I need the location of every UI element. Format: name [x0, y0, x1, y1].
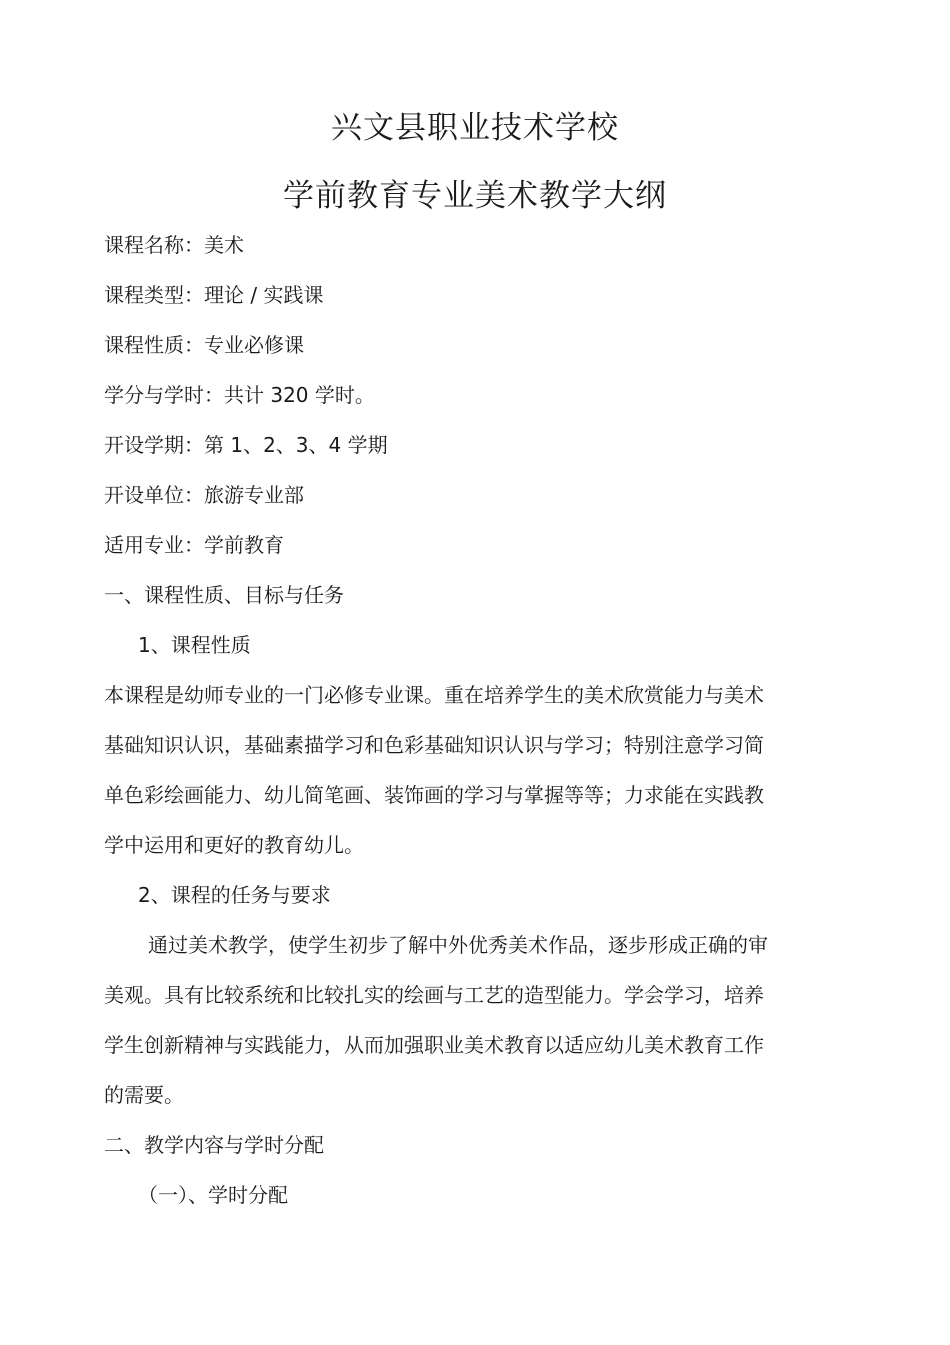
paragraph-line: 美观。具有比较系统和比较扎实的绘画与工艺的造型能力。学会学习，培养: [104, 983, 764, 1007]
section1-heading: 一、课程性质、目标与任务: [104, 583, 344, 607]
field-course-name: 课程名称：美术: [104, 233, 244, 257]
section2-heading: 二、教学内容与学时分配: [104, 1133, 324, 1157]
paragraph-line: 基础知识认识，基础素描学习和色彩基础知识认识与学习；特别注意学习简: [104, 733, 764, 757]
field-semesters: 开设学期：第 1、2、3、4 学期: [104, 433, 388, 457]
paragraph-line: 单色彩绘画能力、幼儿简笔画、装饰画的学习与掌握等等；力求能在实践教: [104, 783, 764, 807]
field-course-nature: 课程性质：专业必修课: [104, 333, 304, 357]
syllabus-title: 学前教育专业美术教学大纲: [283, 178, 667, 214]
field-credit-hours: 学分与学时：共计 320 学时。: [104, 383, 375, 407]
paragraph-line: 通过美术教学，使学生初步了解中外优秀美术作品，逐步形成正确的审: [148, 933, 768, 957]
section1-sub1-heading: 1、课程性质: [138, 633, 251, 657]
school-title: 兴文县职业技术学校: [331, 110, 619, 146]
paragraph-line: 学生创新精神与实践能力，从而加强职业美术教育以适应幼儿美术教育工作: [104, 1033, 764, 1057]
field-department: 开设单位：旅游专业部: [104, 483, 304, 507]
paragraph-line: 学中运用和更好的教育幼儿。: [104, 833, 364, 857]
section1-sub2-heading: 2、课程的任务与要求: [138, 883, 331, 907]
section2-sub1-heading: （一）、学时分配: [138, 1183, 288, 1207]
field-course-type: 课程类型：理论 / 实践课: [104, 283, 324, 307]
field-major: 适用专业：学前教育: [104, 533, 284, 557]
paragraph-line: 的需要。: [104, 1083, 184, 1107]
paragraph-line: 本课程是幼师专业的一门必修专业课。重在培养学生的美术欣赏能力与美术: [104, 683, 764, 707]
